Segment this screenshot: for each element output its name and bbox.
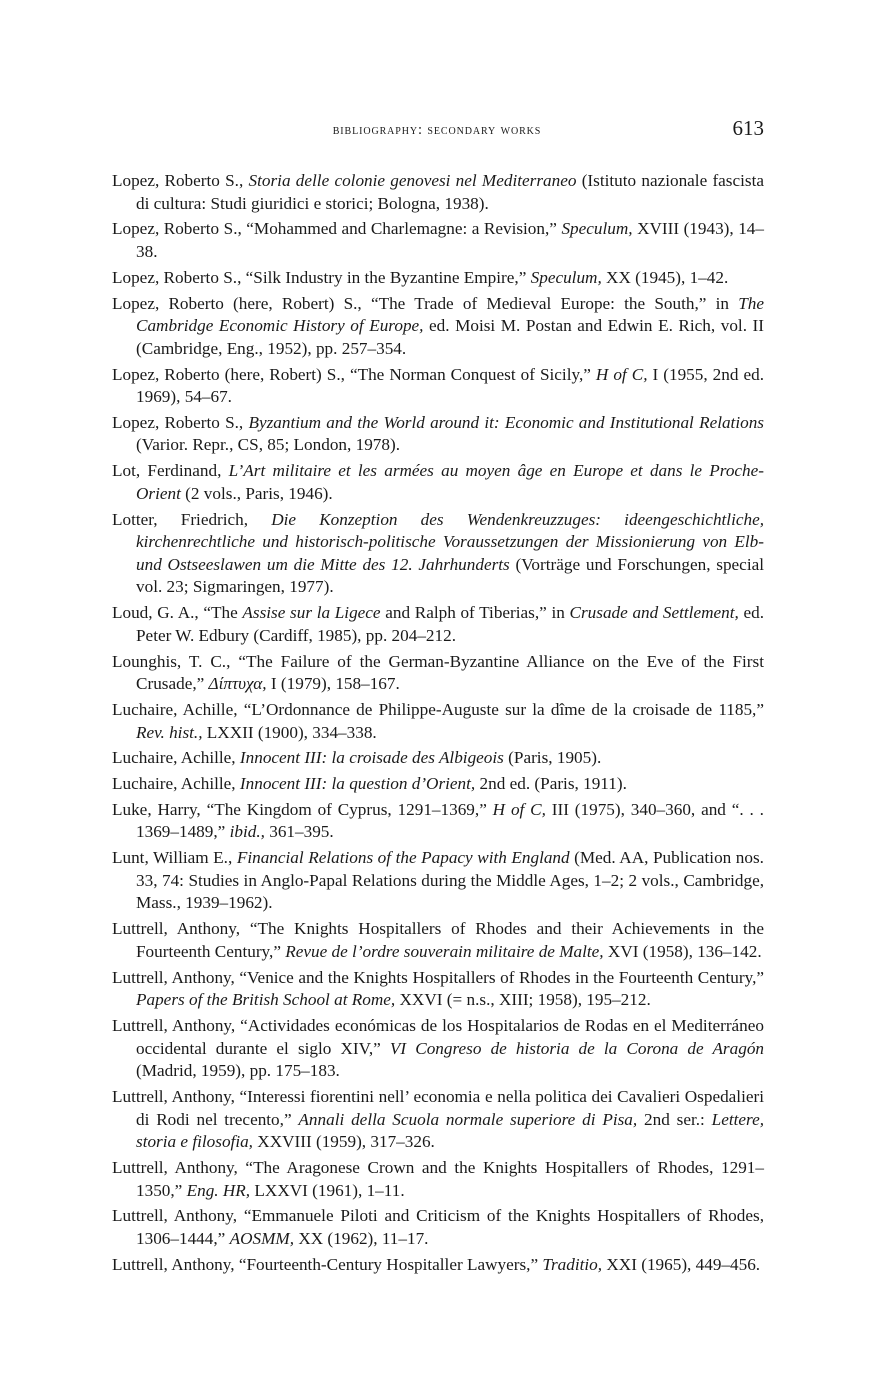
- bibliography-entry: [112, 1254, 764, 1277]
- bibliography-entry: [112, 293, 764, 361]
- entry-italic-text: Annali della Scuola normale superiore di Pisa,: [298, 1109, 638, 1129]
- entry-italic-text: Innocent III: la question d’Orient,: [239, 774, 476, 794]
- entry-text: XX (1945), 1–42.: [601, 267, 729, 287]
- entry-italic-text: Innocent III: la croisade des Albigeois: [239, 748, 504, 768]
- entry-text: Lopez, Roberto S., “Mohammed and Charlemagne: a Revision,”: [112, 219, 562, 239]
- entry-text: (Madrid, 1959), pp. 175–183.: [136, 1061, 340, 1081]
- entry-italic-text: Lettere, storia e filosofia,: [136, 1109, 764, 1152]
- entry-text: ed. Moisi M. Postan and Edwin E. Rich, vol. II (Cambridge, Eng., 1952), pp. 257–354.: [136, 316, 764, 358]
- entry-text: Lopez, Roberto (here, Robert) S., “The Norman Conquest of Sicily,”: [112, 364, 596, 384]
- bibliography-entry: [112, 170, 764, 215]
- bibliography-entry: [112, 267, 764, 290]
- entry-text: Lopez, Roberto S.,: [112, 171, 249, 190]
- entry-text: Lopez, Roberto S.,: [112, 412, 249, 432]
- entry-text: Luttrell, Anthony, “Venice and the Knights Hospitallers of Rhodes in the Fourteenth Century,”: [112, 967, 764, 987]
- entry-text: ed. Peter W. Edbury (Cardiff, 1985), pp. 204–212.: [136, 603, 764, 645]
- entry-text: Loud, G. A., “The: [112, 603, 243, 623]
- entry-text: Luttrell, Anthony, “Interessi fiorentini nell’ economia e nella politica dei Cavalieri Ospedalieri di Rodi nel trecento,”: [112, 1086, 764, 1129]
- entry-text: Lounghis, T. C., “The Failure of the German-Byzantine Alliance on the Eve of the First Crusade,”: [112, 651, 764, 694]
- entry-text: XX (1962), 11–17.: [294, 1228, 429, 1248]
- running-head: [112, 114, 764, 144]
- bibliography-entry: [112, 918, 764, 963]
- entry-italic-text: The Cambridge Economic History of Europe,: [136, 293, 764, 336]
- bibliography-entry: [112, 651, 764, 696]
- entry-text: Luchaire, Achille,: [112, 774, 240, 794]
- bibliography-entry: [112, 412, 764, 457]
- entry-text: 2nd ser.:: [637, 1109, 712, 1129]
- entry-text: Lunt, William E.,: [112, 848, 237, 868]
- entry-text: LXXII (1900), 334–338.: [202, 722, 377, 742]
- entry-text: Luke, Harry, “The Kingdom of Cyprus, 1291–1369,”: [112, 799, 493, 819]
- entry-italic-text: Δίπτυχα,: [208, 674, 267, 694]
- entry-text: (Vorträge und Forschungen, special vol. 23; Sigmaringen, 1977).: [136, 554, 764, 597]
- entry-italic-text: Speculum,: [561, 219, 633, 239]
- page-number: 613: [732, 116, 764, 140]
- bibliography-entry: [112, 699, 764, 744]
- bibliography-entry: [112, 847, 764, 915]
- entry-italic-text: Rev. hist.,: [136, 722, 203, 742]
- entry-italic-text: Byzantium and the World around it: Economic and Institutional Relations: [248, 412, 764, 432]
- bibliography-entry: [112, 509, 764, 599]
- bibliography-entry: [112, 602, 764, 647]
- bibliography-list: [112, 170, 764, 1279]
- entry-italic-text: AOSMM,: [229, 1228, 295, 1248]
- entry-text: Luttrell, Anthony, “The Aragonese Crown and the Knights Hospitallers of Rhodes, 1291–1350,”: [112, 1157, 764, 1200]
- bibliography-entry: [112, 1205, 764, 1250]
- entry-text: Lotter, Friedrich,: [112, 509, 272, 529]
- entry-italic-text: L’Art militaire et les armées au moyen âge en Europe et dans le Proche-Orient: [136, 461, 765, 503]
- entry-text: (Varior. Repr., CS, 85; London, 1978).: [136, 435, 401, 455]
- entry-italic-text: Speculum,: [530, 267, 602, 287]
- entry-text: Luchaire, Achille,: [112, 748, 240, 768]
- entry-italic-text: Crusade and Settlement,: [569, 603, 739, 623]
- entry-text: Luttrell, Anthony, “Actividades económicas de los Hospitalarios de Rodas en el Mediterráneo occidental durante el siglo XIV,”: [112, 1015, 764, 1058]
- entry-text: Luttrell, Anthony, “Emmanuele Piloti and Criticism of the Knights Hospitallers of Rhodes, 1306–1444,”: [112, 1206, 764, 1248]
- entry-text: (Paris, 1905).: [503, 748, 602, 768]
- entry-italic-text: Financial Relations of the Papacy with England: [236, 848, 570, 868]
- entry-italic-text: ibid.,: [229, 822, 265, 842]
- bibliography-entry: [112, 747, 764, 770]
- entry-text: XXI (1965), 449–456.: [602, 1254, 761, 1274]
- entry-text: XVIII (1943), 14–38.: [136, 219, 764, 261]
- entry-text: 2nd ed. (Paris, 1911).: [475, 774, 627, 794]
- entry-text: Lopez, Roberto S., “Silk Industry in the Byzantine Empire,”: [112, 267, 531, 287]
- entry-text: Luchaire, Achille, “L’Ordonnance de Philippe-Auguste sur la dîme de la croisade de 1185,”: [112, 699, 764, 719]
- bibliography-entry: [112, 1086, 764, 1154]
- entry-text: LXXVI (1961), 1–11.: [250, 1180, 405, 1200]
- entry-italic-text: Die Konzeption des Wendenkreuzzuges: ideengeschichtliche, kirchenrechtliche und historisch-politische Voraussetzungen der Missionierung von Elb- und Ostseeslawen um die Mitte des 12. Jahrhunderts: [136, 509, 765, 574]
- entry-italic-text: Storia delle colonie genovesi nel Mediterraneo: [248, 171, 577, 190]
- entry-text: Lopez, Roberto (here, Robert) S., “The Trade of Medieval Europe: the South,” in: [112, 293, 739, 313]
- bibliography-entry: [112, 364, 764, 409]
- bibliography-entry: [112, 460, 764, 505]
- entry-italic-text: Traditio,: [542, 1254, 603, 1274]
- entry-text: XXVI (= n.s., XIII; 1958), 195–212.: [395, 990, 651, 1010]
- entry-text: Luttrell, Anthony, “Fourteenth-Century Hospitaller Lawyers,”: [112, 1254, 543, 1274]
- entry-italic-text: H of C,: [595, 364, 648, 384]
- entry-italic-text: Assise sur la Ligece: [242, 603, 381, 623]
- bibliography-entry: [112, 799, 764, 844]
- entry-text: III (1975), 340–360, and “. . . 1369–1489,”: [136, 799, 764, 842]
- entry-text: 361–395.: [264, 822, 334, 842]
- entry-text: (2 vols., Paris, 1946).: [180, 483, 333, 503]
- entry-text: I (1979), 158–167.: [266, 674, 400, 694]
- bibliography-entry: [112, 1015, 764, 1083]
- entry-italic-text: VI Congreso de historia de la Corona de Aragón: [389, 1038, 765, 1058]
- entry-text: I (1955, 2nd ed. 1969), 54–67.: [136, 364, 765, 407]
- entry-text: (Med. AA, Publication nos. 33, 74: Studies in Anglo-Papal Relations during the Middle Ages, 1–2; 2 vols., Cambridge, Mass., 1939–1962).: [136, 848, 764, 913]
- entry-italic-text: H of C,: [492, 799, 546, 819]
- entry-text: Lot, Ferdinand,: [112, 461, 229, 481]
- entry-text: Luttrell, Anthony, “The Knights Hospitallers of Rhodes and their Achievements in the Fourteenth Century,”: [112, 919, 764, 961]
- entry-text: XXVIII (1959), 317–326.: [252, 1132, 435, 1152]
- bibliography-entry: [112, 1157, 764, 1202]
- running-title: bibliography: secondary works: [332, 122, 542, 138]
- bibliography-entry: [112, 218, 764, 263]
- entry-italic-text: Revue de l’ordre souverain militaire de Malte,: [285, 941, 604, 961]
- bibliography-entry: [112, 773, 764, 796]
- entry-text: and Ralph of Tiberias,” in: [380, 603, 570, 623]
- entry-italic-text: Papers of the British School at Rome,: [136, 990, 396, 1010]
- entry-text: XVI (1958), 136–142.: [603, 941, 762, 961]
- entry-text: (Istituto nazionale fascista di cultura: Studi giuridici e storici; Bologna, 1938).: [136, 171, 764, 213]
- bibliography-entry: [112, 967, 764, 1012]
- entry-italic-text: Eng. HR,: [186, 1180, 251, 1200]
